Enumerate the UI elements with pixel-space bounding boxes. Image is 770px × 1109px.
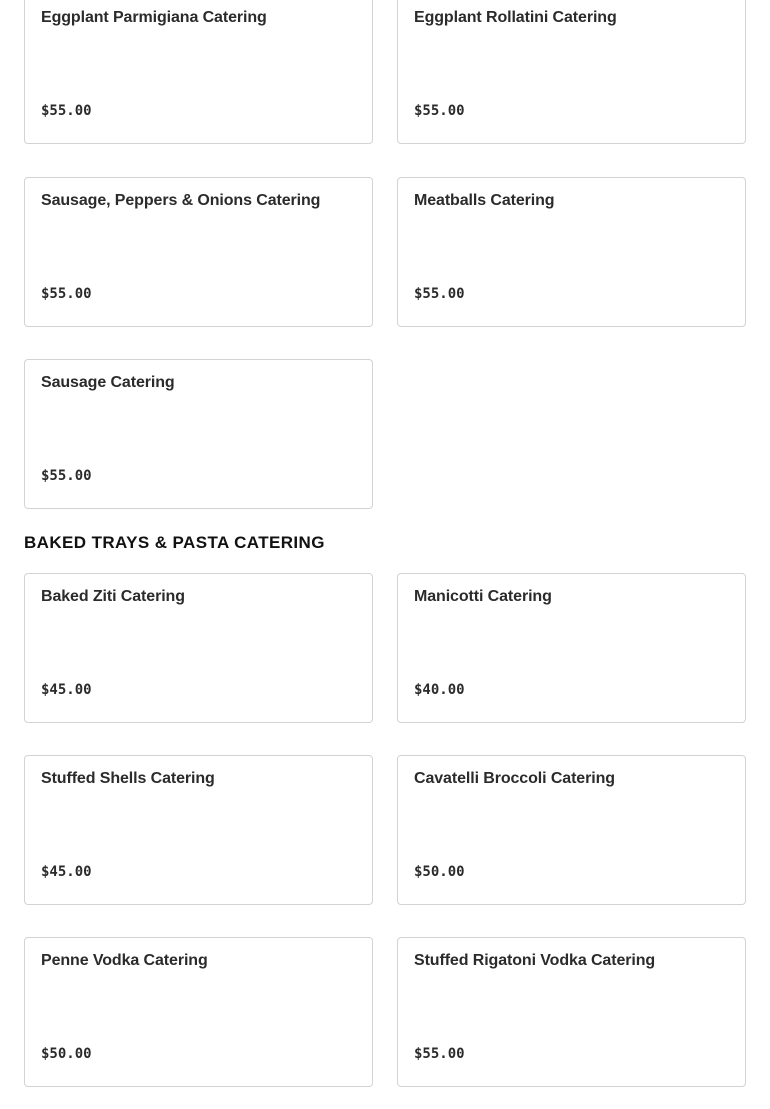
menu-item-card[interactable]	[24, 937, 373, 1087]
menu-item-name: Sausage Catering	[41, 374, 175, 391]
menu-item-name: Cavatelli Broccoli Catering	[414, 770, 615, 787]
menu-item-price: $55.00	[41, 468, 92, 484]
menu-item-card[interactable]	[397, 0, 746, 144]
section-title: BAKED TRAYS & PASTA CATERING	[24, 533, 325, 552]
menu-item-price: $55.00	[414, 103, 465, 119]
menu-item-price: $55.00	[414, 286, 465, 302]
menu-item-card[interactable]	[397, 755, 746, 905]
menu-item-card[interactable]	[397, 937, 746, 1087]
menu-item-card[interactable]	[24, 573, 373, 723]
menu-item-card[interactable]	[397, 177, 746, 327]
menu-item-name: Eggplant Parmigiana Catering	[41, 9, 267, 26]
menu-item-name: Eggplant Rollatini Catering	[414, 9, 617, 26]
menu-item-price: $50.00	[414, 864, 465, 880]
menu-item-name: Meatballs Catering	[414, 192, 555, 209]
menu-item-name: Baked Ziti Catering	[41, 588, 185, 605]
menu-item-name: Manicotti Catering	[414, 588, 552, 605]
menu-item-name: Penne Vodka Catering	[41, 952, 208, 969]
menu-item-price: $55.00	[41, 103, 92, 119]
menu-item-price: $40.00	[414, 682, 465, 698]
menu-item-name: Stuffed Rigatoni Vodka Catering	[414, 952, 656, 969]
menu-item-name: Sausage, Peppers & Onions Catering	[41, 192, 321, 209]
menu-item-price: $55.00	[414, 1046, 465, 1062]
menu-item-price: $55.00	[41, 286, 92, 302]
menu-item-price: $45.00	[41, 682, 92, 698]
menu-item-name: Stuffed Shells Catering	[41, 770, 215, 787]
menu-item-price: $45.00	[41, 864, 92, 880]
menu-item-card[interactable]	[397, 573, 746, 723]
menu-item-card[interactable]	[24, 755, 373, 905]
menu-item-card[interactable]	[24, 359, 373, 509]
menu-item-price: $50.00	[41, 1046, 92, 1062]
menu-item-card[interactable]	[24, 177, 373, 327]
menu-item-card[interactable]	[24, 0, 373, 144]
